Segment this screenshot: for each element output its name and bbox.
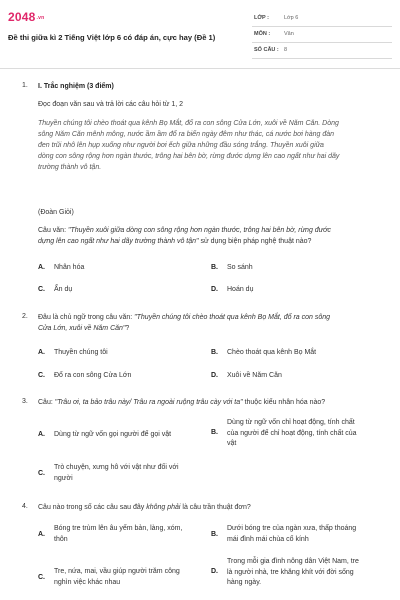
option-letter: A.	[38, 431, 45, 438]
passage-source: (Đoàn Giỏi)	[38, 209, 74, 216]
passage-line: trường thành vô tận.	[38, 164, 102, 171]
option-letter: A.	[38, 531, 45, 538]
answer-option-b[interactable]	[211, 348, 381, 359]
answer-option-c[interactable]	[38, 463, 203, 485]
option-text: Trong mỗi gia đình nông dân Việt Nam, tre là người nhà, tre khăng khít với đời sống hàng ngày.	[227, 558, 359, 586]
option-letter: C.	[38, 470, 45, 477]
option-letter: D.	[211, 568, 218, 575]
option-text: Thuyền chúng tôi	[54, 349, 108, 356]
meta-key: MÔN :	[254, 31, 271, 37]
option-letter: A.	[38, 349, 45, 356]
answer-option-d[interactable]	[211, 557, 389, 590]
option-text: Dưới bóng tre của ngàn xưa, thấp thoáng mái đình mái chùa cổ kính	[227, 525, 357, 543]
question-instruction: Đọc đoạn văn sau và trả lời các câu hỏi từ 1, 2	[38, 101, 184, 108]
meta-value: Lớp 6	[284, 15, 299, 21]
passage-line: sông Năm Căn mênh mông, nước ầm ầm đổ ra biển ngày đêm như thác, cá nước bơi hàng đàn	[38, 131, 335, 138]
answer-option-a[interactable]	[38, 263, 188, 274]
header-divider	[0, 68, 400, 69]
section-heading: I. Trắc nghiệm (3 điểm)	[38, 83, 114, 90]
passage-line: dòng con sông rộng hơn ngàn thước, trông hai bên bờ, rừng đước dựng lên cao ngất như hai dãy	[38, 153, 340, 160]
page-title: Đề thi giữa kì 2 Tiếng Việt lớp 6 có đáp án, cực hay (Đề 1)	[8, 33, 216, 42]
meta-value: 8	[284, 47, 288, 53]
option-letter: B.	[211, 264, 218, 271]
question-text: Câu văn: "Thuyền xuôi giữa dòng con sông rộng hơn ngàn thước, trông hai bên bờ, rừng đước dựng lên cao ngất như hai dãy trường thành vô tận" sử dụng biện pháp nghệ thuật nào?	[38, 227, 331, 245]
site-logo[interactable]: 2048.vn	[8, 10, 45, 24]
question-text: Câu nào trong số các câu sau đây không phải là câu trần thuật đơn?	[38, 504, 251, 511]
exam-meta-table	[252, 11, 392, 59]
meta-row-class	[252, 11, 392, 27]
answer-option-d[interactable]	[211, 285, 381, 296]
option-text: Chèo thoát qua kênh Bọ Mắt	[227, 349, 317, 356]
option-letter: C.	[38, 372, 45, 379]
option-letter: D.	[211, 286, 218, 293]
answer-option-a[interactable]	[38, 348, 188, 359]
question-text: Câu: "Trâu ơi, ta bảo trâu này/ Trâu ra ngoài ruộng trâu cày với ta" thuộc kiểu nhân hóa nào?	[38, 399, 326, 406]
answer-option-c[interactable]	[38, 285, 188, 296]
option-letter: C.	[38, 574, 45, 581]
option-text: Đổ ra con sông Cửa Lớn	[54, 372, 132, 379]
question-number: 2.	[22, 313, 28, 320]
option-text: Nhân hóa	[54, 264, 85, 271]
answer-option-d[interactable]	[211, 371, 381, 382]
answer-option-a[interactable]	[38, 430, 198, 441]
meta-row-count	[252, 43, 392, 59]
option-text: Hoán dụ	[227, 286, 254, 293]
option-text: Dùng từ ngữ vốn gọi người để gọi vật	[54, 431, 172, 438]
passage-line: Thuyền chúng tôi chèo thoát qua kênh Bọ Mắt, đổ ra con sông Cửa Lớn, xuôi về Năm Căn. Dòng	[38, 120, 339, 127]
question-number: 3.	[22, 398, 28, 405]
option-letter: A.	[38, 264, 45, 271]
answer-option-c[interactable]	[38, 567, 203, 589]
answer-option-b[interactable]	[211, 524, 386, 546]
option-text: Dùng từ ngữ vốn chỉ hoạt động, tính chất của người để chỉ hoạt động, tính chất của vật	[227, 419, 357, 447]
option-text: Xuôi về Năm Căn	[227, 372, 282, 379]
option-text: Trò chuyện, xưng hô với vật như đối với người	[54, 464, 179, 482]
option-text: Bóng tre trùm lên âu yếm bản, làng, xóm, thôn	[54, 525, 183, 543]
option-letter: B.	[211, 531, 218, 538]
answer-option-a[interactable]	[38, 524, 203, 546]
reading-passage	[38, 118, 388, 173]
option-text: Tre, nứa, mai, vầu giúp người trăm công nghìn việc khác nhau	[54, 568, 180, 586]
answer-option-b[interactable]	[211, 263, 381, 274]
option-text: Ẩn dụ	[54, 286, 73, 293]
page-header	[0, 0, 400, 62]
option-letter: C.	[38, 286, 45, 293]
answer-option-c[interactable]	[38, 371, 188, 382]
answer-option-b[interactable]	[211, 418, 386, 451]
meta-key: SỐ CÂU :	[254, 47, 279, 53]
meta-row-subject	[252, 27, 392, 43]
option-letter: B.	[211, 349, 218, 356]
question-number: 1.	[22, 82, 28, 89]
option-letter: B.	[211, 429, 218, 436]
meta-value: Văn	[284, 31, 294, 37]
question-number: 4.	[22, 503, 28, 510]
passage-line: đen trũi nhô lên hụp xuống như người bơi ếch giữa những đầu sóng trắng. Thuyền xuôi giữa	[38, 142, 324, 149]
question-text: Đâu là chủ ngữ trong câu văn: "Thuyền chúng tôi chèo thoát qua kênh Bọ Mắt, đổ ra con sông Cửa Lớn, xuôi về Năm Căn"?	[38, 314, 331, 332]
option-letter: D.	[211, 372, 218, 379]
option-text: So sánh	[227, 264, 253, 271]
meta-key: LỚP :	[254, 15, 269, 21]
